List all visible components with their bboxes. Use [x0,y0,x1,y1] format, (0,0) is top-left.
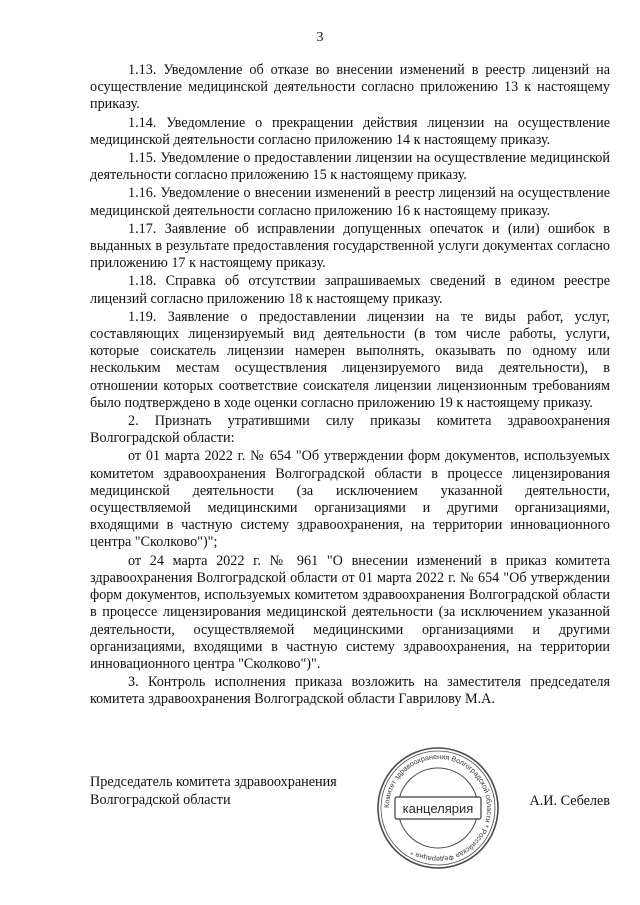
paragraph-1-14: 1.14. Уведомление о прекращении действия лицензии на осуществление медицинской деятельности согласно приложению 14 к настоящему приказу. [90,114,610,148]
paragraph-1-19: 1.19. Заявление о предоставлении лицензии на те виды работ, услуг, составляющих лицензируемый вид деятельности (в том числе работы, услуги, которые соискатель лицензии намерен выполнять, оказывать по одному или нескольким местам осуществления лицензируемого вида деятельности), в отношении которых соответствие соискателя лицензии лицензионным требованиям было подтверждено в ходе оценки согласно приложению 19 к настоящему приказу. [90,308,610,411]
document-body [90,62,610,710]
paragraph-1-13: 1.13. Уведомление об отказе во внесении изменений в реестр лицензий на осуществление медицинской деятельности согласно приложению 13 к настоящему приказу. [90,62,610,113]
paragraph-2-order-961: от 24 марта 2022 г. № 961 "О внесении изменений в приказ комитета здравоохранения Волгоградской области от 01 марта 2022 г. № 654 "Об утверждении форм документов, используемых комитетом здравоохранения Волгоградской области в процессе лицензирования медицинской деятельности (за исключением указанной деятельности, осуществляемой медицинскими организациями и другими организациями, входящими в частную систему здравоохранения, на территории инновационного центра "Сколково")". [90,552,610,672]
office-stamp [375,745,501,871]
paragraph-1-17: 1.17. Заявление об исправлении допущенных опечаток и (или) ошибок в выданных в результате предоставления государственной услуги документах согласно приложению 17 к настоящему приказу. [90,220,610,272]
paragraph-1-18: 1.18. Справка об отсутствии запрашиваемых сведений в едином реестре лицензий согласно приложению 18 к настоящему приказу. [90,273,610,307]
stamp-center-text: канцелярия [402,801,474,816]
paragraph-2: 2. Признать утратившими силу приказы комитета здравоохранения Волгоградской области: [90,413,610,447]
signatory-name: А.И. Себелев [529,793,610,809]
paragraph-3: 3. Контроль исполнения приказа возложить на заместителя председателя комитета здравоохранения Волгоградской области Гаврилову М.А. [90,674,610,708]
signatory-title: Председатель комитета здравоохранения Волгоградской области [90,774,337,808]
paragraph-2-order-654: от 01 марта 2022 г. № 654 "Об утверждении форм документов, используемых комитетом здравоохранения Волгоградской области в процессе лицензирования медицинской деятельности (за исключением указанной деятельности, осуществляемой медицинскими организациями и другими организациями, входящими в частную систему здравоохранения, на территории инновационного центра "Сколково")"; [90,448,610,551]
paragraph-1-15: 1.15. Уведомление о предоставлении лицензии на осуществление медицинской деятельности согласно приложению 15 к настоящему приказу. [90,150,610,184]
paragraph-1-16: 1.16. Уведомление о внесении изменений в реестр лицензий на осуществление медицинской деятельности согласно приложению 16 к настоящему приказу. [90,185,610,219]
signature-block [90,773,610,809]
stamp-ring-text: Комитет здравоохранения Волгоградской области * Российская Федерация * [381,751,495,865]
page-number: 3 [316,30,324,45]
